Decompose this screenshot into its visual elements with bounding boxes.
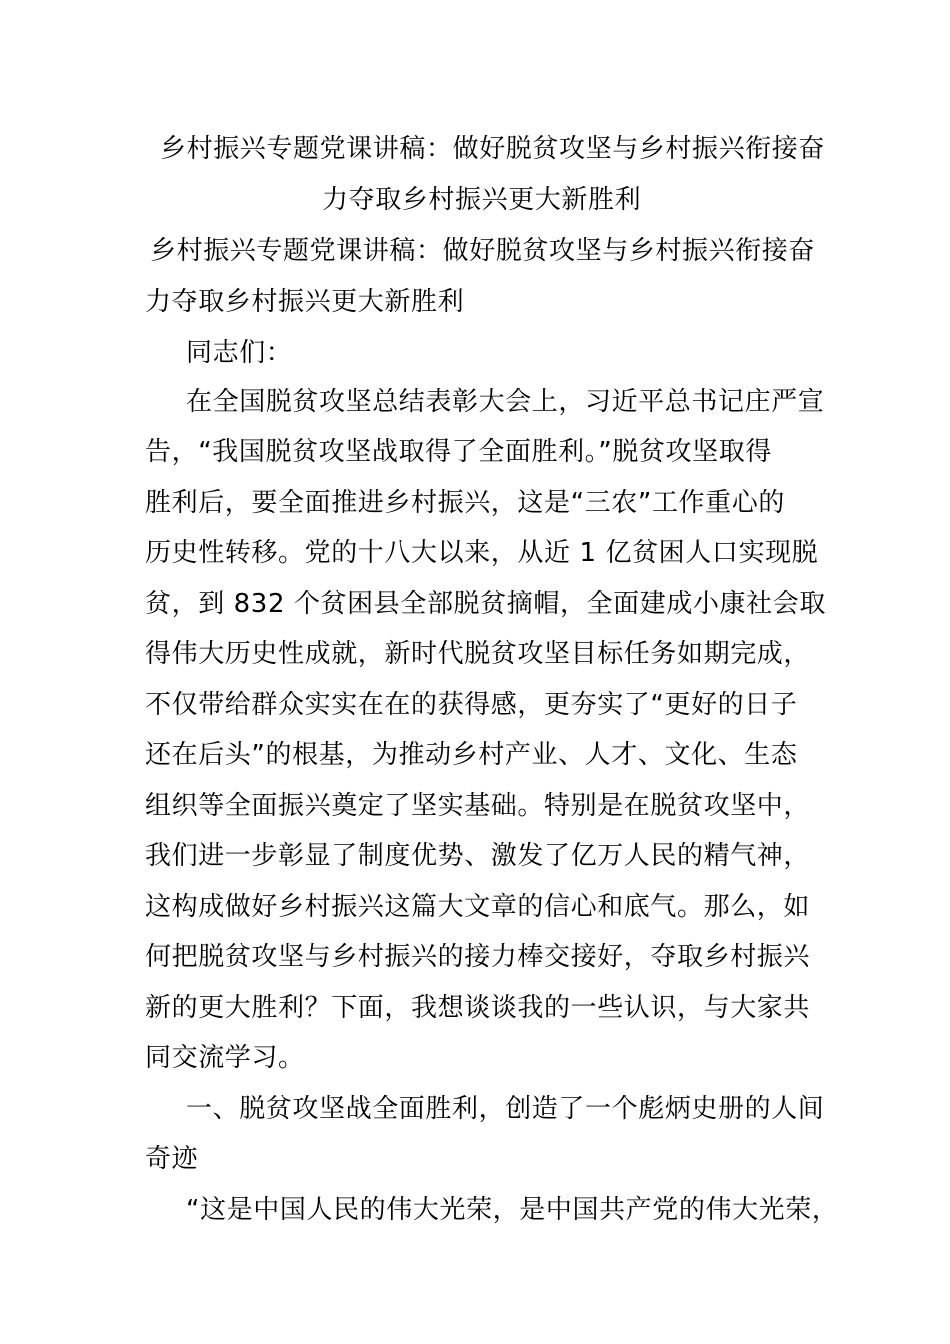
section-heading-1: 奇迹 bbox=[145, 1144, 199, 1174]
paragraph-1-line: 胜利后，要全面推进乡村振兴，这是“三农”工作重心的 bbox=[145, 488, 785, 518]
paragraph-2-line: “这是中国人民的伟大光荣，是中国共产党的伟大光荣， bbox=[186, 1195, 839, 1225]
salutation: 同志们： bbox=[186, 338, 293, 368]
section-heading-1: 一、脱贫攻坚战全面胜利，创造了一个彪炳史册的人间 bbox=[186, 1094, 825, 1124]
paragraph-1-line: 告，“我国脱贫攻坚战取得了全面胜利。”脱贫攻坚取得 bbox=[145, 437, 772, 467]
paragraph-1-line: 历史性转移。党的十八大以来，从近 1 亿贫困人口实现脱 bbox=[145, 538, 819, 568]
paragraph-1-line: 在全国脱贫攻坚总结表彰大会上，习近平总书记庄严宣 bbox=[186, 387, 825, 417]
paragraph-1-line: 贫，到 832 个贫困县全部脱贫摘帽，全面建成小康社会取 bbox=[145, 589, 826, 619]
document-subtitle-line-2: 力夺取乡村振兴更大新胜利 bbox=[145, 287, 465, 317]
paragraph-1-line: 得伟大历史性成就，新时代脱贫攻坚目标任务如期完成， bbox=[145, 639, 811, 669]
paragraph-1-line: 这构成做好乡村振兴这篇大文章的信心和底气。那么，如 bbox=[145, 892, 811, 922]
paragraph-1-line: 我们进一步彰显了制度优势、激发了亿万人民的精气神， bbox=[145, 841, 811, 871]
document-title-line-2: 力夺取乡村振兴更大新胜利 bbox=[322, 185, 642, 215]
paragraph-1-line: 新的更大胜利？下面，我想谈谈我的一些认识，与大家共 bbox=[145, 993, 811, 1023]
document-subtitle-line-1: 乡村振兴专题党课讲稿：做好脱贫攻坚与乡村振兴衔接奋 bbox=[150, 236, 816, 266]
document-title-line-1: 乡村振兴专题党课讲稿：做好脱贫攻坚与乡村振兴衔接奋 bbox=[160, 134, 826, 164]
paragraph-1-line: 何把脱贫攻坚与乡村振兴的接力棒交接好，夺取乡村振兴 bbox=[145, 942, 811, 972]
paragraph-1-line: 不仅带给群众实实在在的获得感，更夯实了“更好的日子 bbox=[145, 690, 798, 720]
paragraph-1-line: 组织等全面振兴奠定了坚实基础。特别是在脱贫攻坚中， bbox=[145, 791, 811, 821]
paragraph-1-line: 还在后头”的根基，为推动乡村产业、人才、文化、生态 bbox=[145, 740, 798, 770]
paragraph-1-line: 同交流学习。 bbox=[145, 1043, 305, 1073]
